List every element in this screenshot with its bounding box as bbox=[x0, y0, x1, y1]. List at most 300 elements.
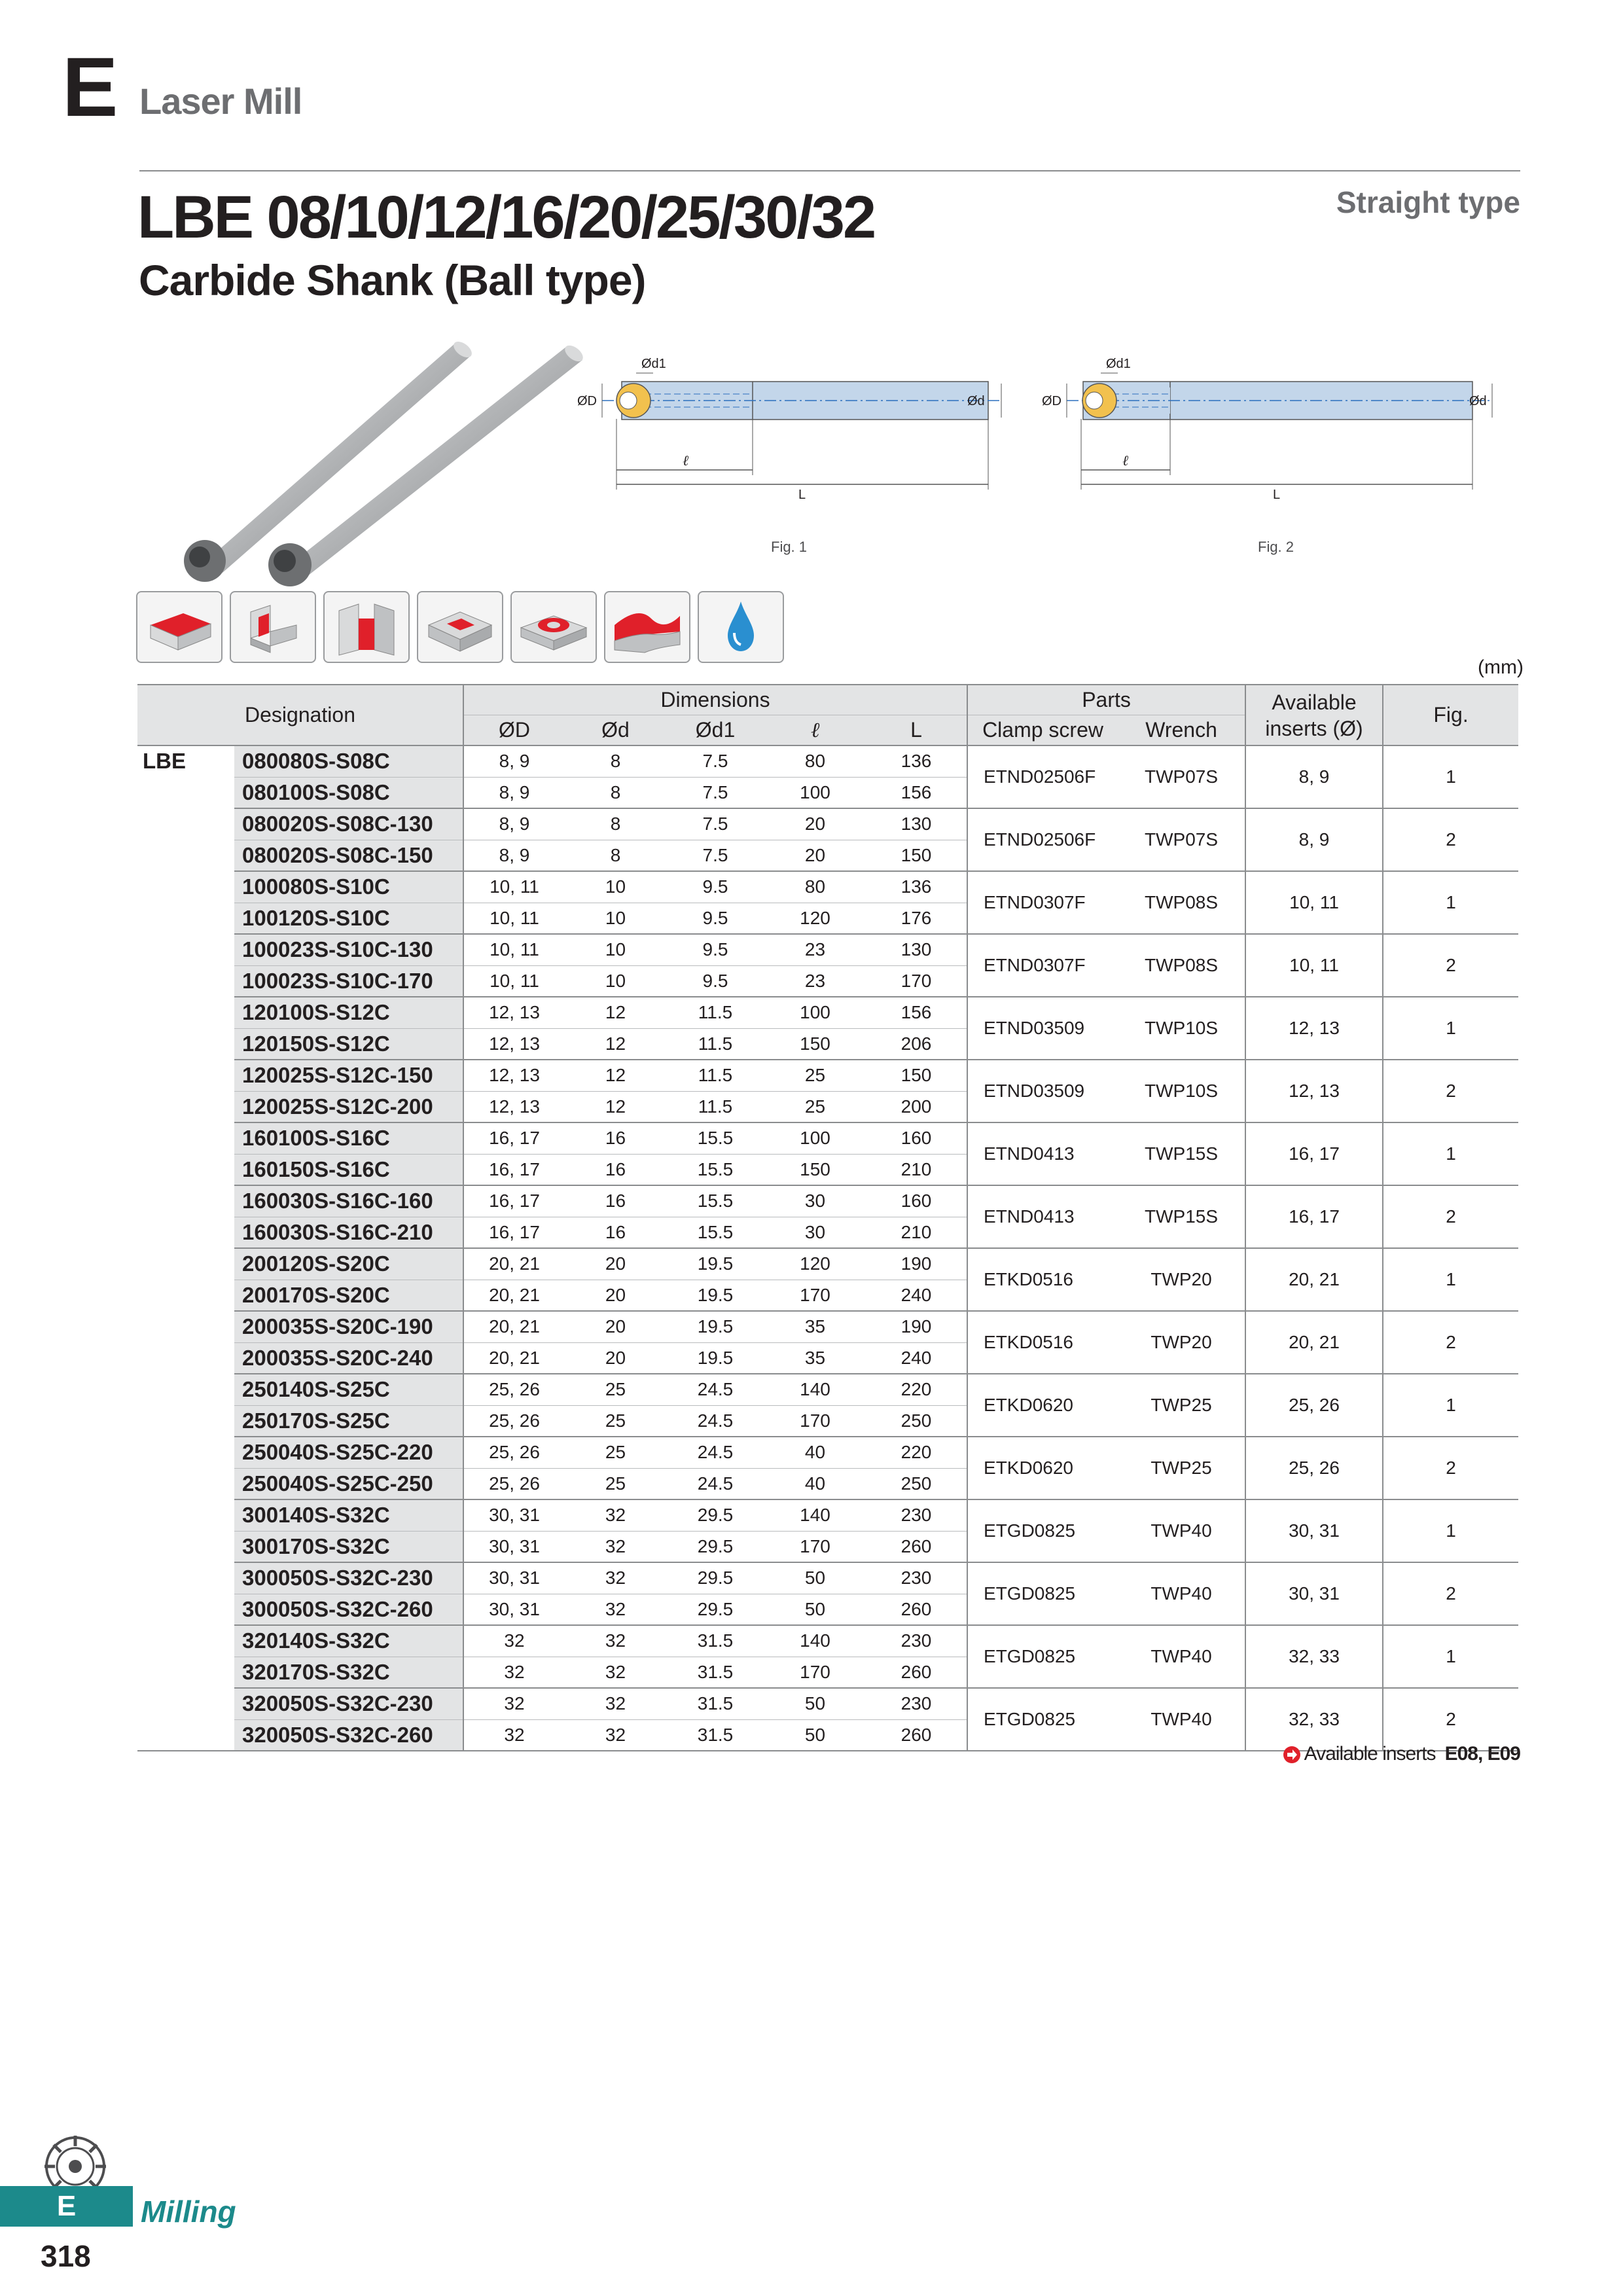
D-cell: 10, 11 bbox=[463, 871, 565, 903]
l-cell: 30 bbox=[764, 1185, 866, 1217]
designation-cell: 250040S-S25C-220 bbox=[234, 1437, 463, 1468]
D-cell: 32 bbox=[463, 1625, 565, 1657]
designation-cell: 160150S-S16C bbox=[234, 1154, 463, 1185]
fig2-L-label: L bbox=[1273, 488, 1281, 502]
fig1-L-label: L bbox=[798, 488, 806, 502]
d1-cell: 29.5 bbox=[666, 1562, 764, 1594]
designation-cell: 080100S-S08C bbox=[234, 777, 463, 808]
d1-cell: 9.5 bbox=[666, 903, 764, 934]
l-cell: 23 bbox=[764, 934, 866, 965]
L-cell: 150 bbox=[866, 1060, 967, 1091]
d1-cell: 24.5 bbox=[666, 1468, 764, 1499]
available-inserts-cell: 30, 31 bbox=[1245, 1562, 1383, 1625]
L-cell: 250 bbox=[866, 1405, 967, 1437]
wrench-cell: TWP40 bbox=[1118, 1562, 1245, 1625]
designation-cell: 320050S-S32C-230 bbox=[234, 1688, 463, 1719]
d1-cell: 31.5 bbox=[666, 1625, 764, 1657]
D-cell: 20, 21 bbox=[463, 1311, 565, 1342]
d-cell: 32 bbox=[565, 1531, 666, 1562]
fig1-l-label: ℓ bbox=[683, 452, 689, 469]
fig-cell: 2 bbox=[1383, 1562, 1518, 1625]
header-divider bbox=[139, 170, 1520, 171]
table-row bbox=[137, 997, 1518, 1028]
d1-cell: 9.5 bbox=[666, 871, 764, 903]
available-inserts-cell: 16, 17 bbox=[1245, 1122, 1383, 1185]
slotting-icon bbox=[323, 591, 410, 663]
d-cell: 12 bbox=[565, 1028, 666, 1060]
l-cell: 23 bbox=[764, 965, 866, 997]
D-cell: 12, 13 bbox=[463, 1060, 565, 1091]
L-cell: 220 bbox=[866, 1437, 967, 1468]
d-cell: 8 bbox=[565, 745, 666, 777]
D-cell: 25, 26 bbox=[463, 1468, 565, 1499]
available-inserts-header: Available inserts (Ø) bbox=[1245, 685, 1383, 745]
L-cell: 260 bbox=[866, 1531, 967, 1562]
fig-cell: 2 bbox=[1383, 1437, 1518, 1499]
d1-cell: 11.5 bbox=[666, 1091, 764, 1122]
designation-cell: 250170S-S25C bbox=[234, 1405, 463, 1437]
d1-cell: 15.5 bbox=[666, 1154, 764, 1185]
designation-cell: 100120S-S10C bbox=[234, 903, 463, 934]
D-cell: 25, 26 bbox=[463, 1437, 565, 1468]
arrow-circle-icon bbox=[1282, 1745, 1302, 1765]
D-cell: 30, 31 bbox=[463, 1594, 565, 1625]
wrench-cell: TWP08S bbox=[1118, 934, 1245, 997]
D-cell: 8, 9 bbox=[463, 745, 565, 777]
designation-cell: 080020S-S08C-130 bbox=[234, 808, 463, 840]
L-cell: 210 bbox=[866, 1154, 967, 1185]
series-label: LBE bbox=[137, 745, 234, 1751]
available-inserts-cell: 10, 11 bbox=[1245, 934, 1383, 997]
d-cell: 20 bbox=[565, 1280, 666, 1311]
available-inserts-cell: 25, 26 bbox=[1245, 1437, 1383, 1499]
D-cell: 20, 21 bbox=[463, 1248, 565, 1280]
pocketing-icon bbox=[417, 591, 503, 663]
D-cell: 32 bbox=[463, 1657, 565, 1688]
designation-cell: 200035S-S20C-190 bbox=[234, 1311, 463, 1342]
l-cell: 170 bbox=[764, 1531, 866, 1562]
d-cell: 12 bbox=[565, 997, 666, 1028]
designation-cell: 100023S-S10C-170 bbox=[234, 965, 463, 997]
clamp-screw-cell: ETKD0516 bbox=[967, 1311, 1118, 1374]
D-cell: 16, 17 bbox=[463, 1217, 565, 1248]
d1-cell: 11.5 bbox=[666, 1028, 764, 1060]
l-cell: 120 bbox=[764, 903, 866, 934]
col-d1-header: Ød1 bbox=[666, 715, 764, 746]
designation-cell: 200170S-S20C bbox=[234, 1280, 463, 1311]
clamp-screw-cell: ETND0307F bbox=[967, 934, 1118, 997]
clamp-screw-cell: ETND0413 bbox=[967, 1122, 1118, 1185]
fig1-drawing bbox=[576, 353, 1008, 524]
type-label: Straight type bbox=[1336, 185, 1520, 219]
clamp-screw-cell: ETGD0825 bbox=[967, 1499, 1118, 1562]
wrench-cell: TWP20 bbox=[1118, 1311, 1245, 1374]
l-cell: 80 bbox=[764, 871, 866, 903]
table-row bbox=[137, 1437, 1518, 1468]
d1-cell: 24.5 bbox=[666, 1374, 764, 1405]
contouring-icon bbox=[604, 591, 690, 663]
l-cell: 50 bbox=[764, 1562, 866, 1594]
L-cell: 156 bbox=[866, 997, 967, 1028]
d-cell: 10 bbox=[565, 934, 666, 965]
d-cell: 12 bbox=[565, 1091, 666, 1122]
designation-cell: 080080S-S08C bbox=[234, 745, 463, 777]
fig-cell: 2 bbox=[1383, 1060, 1518, 1122]
d-cell: 10 bbox=[565, 965, 666, 997]
shoulder-milling-icon bbox=[230, 591, 316, 663]
l-cell: 150 bbox=[764, 1028, 866, 1060]
table-row bbox=[137, 1185, 1518, 1217]
D-cell: 16, 17 bbox=[463, 1185, 565, 1217]
col-l-header: ℓ bbox=[764, 715, 866, 746]
L-cell: 220 bbox=[866, 1374, 967, 1405]
D-cell: 25, 26 bbox=[463, 1405, 565, 1437]
clamp-screw-cell: ETND02506F bbox=[967, 808, 1118, 871]
D-cell: 10, 11 bbox=[463, 965, 565, 997]
designation-cell: 120025S-S12C-150 bbox=[234, 1060, 463, 1091]
col-L-header: L bbox=[866, 715, 967, 746]
L-cell: 260 bbox=[866, 1657, 967, 1688]
clamp-screw-cell: ETND0413 bbox=[967, 1185, 1118, 1248]
l-cell: 35 bbox=[764, 1311, 866, 1342]
D-cell: 32 bbox=[463, 1719, 565, 1751]
l-cell: 140 bbox=[764, 1625, 866, 1657]
d-cell: 16 bbox=[565, 1217, 666, 1248]
d1-cell: 31.5 bbox=[666, 1719, 764, 1751]
fig-cell: 2 bbox=[1383, 1185, 1518, 1248]
fig2-d-label: Ød bbox=[1469, 394, 1487, 408]
designation-cell: 250040S-S25C-250 bbox=[234, 1468, 463, 1499]
fig2-l-label: ℓ bbox=[1122, 452, 1129, 469]
clamp-screw-cell: ETKD0620 bbox=[967, 1437, 1118, 1499]
d-cell: 32 bbox=[565, 1719, 666, 1751]
L-cell: 190 bbox=[866, 1248, 967, 1280]
L-cell: 160 bbox=[866, 1122, 967, 1154]
fig1-d1-label: Ød1 bbox=[641, 357, 666, 371]
product-photo bbox=[147, 331, 605, 592]
d-cell: 16 bbox=[565, 1185, 666, 1217]
d-cell: 10 bbox=[565, 871, 666, 903]
D-cell: 32 bbox=[463, 1688, 565, 1719]
l-cell: 140 bbox=[764, 1499, 866, 1531]
fig-cell: 2 bbox=[1383, 1688, 1518, 1751]
wrench-cell: TWP15S bbox=[1118, 1185, 1245, 1248]
L-cell: 150 bbox=[866, 840, 967, 871]
d1-cell: 29.5 bbox=[666, 1499, 764, 1531]
fig-cell: 1 bbox=[1383, 1122, 1518, 1185]
table-row bbox=[137, 1374, 1518, 1405]
clamp-screw-cell: ETKD0620 bbox=[967, 1374, 1118, 1437]
designation-cell: 160030S-S16C-210 bbox=[234, 1217, 463, 1248]
l-cell: 40 bbox=[764, 1468, 866, 1499]
fig2-D-label: ØD bbox=[1042, 394, 1061, 408]
footer-section-tab: E bbox=[0, 2186, 133, 2227]
l-cell: 170 bbox=[764, 1405, 866, 1437]
coolant-icon bbox=[698, 591, 784, 663]
available-inserts-cell: 32, 33 bbox=[1245, 1625, 1383, 1688]
l-cell: 170 bbox=[764, 1280, 866, 1311]
wrench-cell: TWP40 bbox=[1118, 1625, 1245, 1688]
L-cell: 170 bbox=[866, 965, 967, 997]
d1-cell: 11.5 bbox=[666, 1060, 764, 1091]
available-inserts-label: Available inserts bbox=[1304, 1743, 1436, 1765]
L-cell: 176 bbox=[866, 903, 967, 934]
designation-cell: 100023S-S10C-130 bbox=[234, 934, 463, 965]
d1-cell: 19.5 bbox=[666, 1342, 764, 1374]
clamp-screw-cell: ETKD0516 bbox=[967, 1248, 1118, 1311]
l-cell: 120 bbox=[764, 1248, 866, 1280]
dimensions-header: Dimensions bbox=[463, 685, 967, 715]
L-cell: 250 bbox=[866, 1468, 967, 1499]
d1-cell: 7.5 bbox=[666, 777, 764, 808]
L-cell: 260 bbox=[866, 1719, 967, 1751]
L-cell: 190 bbox=[866, 1311, 967, 1342]
fig-cell: 2 bbox=[1383, 808, 1518, 871]
d-cell: 32 bbox=[565, 1594, 666, 1625]
L-cell: 136 bbox=[866, 871, 967, 903]
l-cell: 20 bbox=[764, 808, 866, 840]
unit-label: (mm) bbox=[1478, 656, 1524, 678]
fig2-caption: Fig. 2 bbox=[1258, 539, 1294, 555]
clamp-screw-cell: ETND02506F bbox=[967, 745, 1118, 808]
l-cell: 100 bbox=[764, 1122, 866, 1154]
spec-table bbox=[137, 684, 1518, 1751]
table-row bbox=[137, 871, 1518, 903]
table-row bbox=[137, 1060, 1518, 1091]
table-row bbox=[137, 1688, 1518, 1719]
L-cell: 130 bbox=[866, 934, 967, 965]
d-cell: 10 bbox=[565, 903, 666, 934]
section-letter: E bbox=[62, 41, 118, 134]
wrench-cell: TWP15S bbox=[1118, 1122, 1245, 1185]
clamp-screw-cell: ETND0307F bbox=[967, 871, 1118, 934]
available-inserts-cell: 8, 9 bbox=[1245, 808, 1383, 871]
clamp-screw-header: Clamp screw bbox=[967, 715, 1118, 746]
col-D-header: ØD bbox=[463, 715, 565, 746]
L-cell: 160 bbox=[866, 1185, 967, 1217]
designation-cell: 200035S-S20C-240 bbox=[234, 1342, 463, 1374]
available-inserts-cell: 32, 33 bbox=[1245, 1688, 1383, 1751]
designation-cell: 300140S-S32C bbox=[234, 1499, 463, 1531]
wrench-cell: TWP08S bbox=[1118, 871, 1245, 934]
wrench-header: Wrench bbox=[1118, 715, 1245, 746]
L-cell: 200 bbox=[866, 1091, 967, 1122]
d-cell: 20 bbox=[565, 1311, 666, 1342]
designation-header: Designation bbox=[137, 685, 463, 745]
product-subtitle: Carbide Shank (Ball type) bbox=[139, 256, 646, 304]
D-cell: 12, 13 bbox=[463, 1091, 565, 1122]
l-cell: 35 bbox=[764, 1342, 866, 1374]
L-cell: 156 bbox=[866, 777, 967, 808]
wrench-cell: TWP25 bbox=[1118, 1374, 1245, 1437]
L-cell: 206 bbox=[866, 1028, 967, 1060]
designation-cell: 200120S-S20C bbox=[234, 1248, 463, 1280]
d-cell: 8 bbox=[565, 777, 666, 808]
table-row bbox=[137, 1625, 1518, 1657]
page-number: 318 bbox=[41, 2239, 91, 2273]
l-cell: 20 bbox=[764, 840, 866, 871]
available-inserts-cell: 16, 17 bbox=[1245, 1185, 1383, 1248]
designation-cell: 300050S-S32C-260 bbox=[234, 1594, 463, 1625]
d1-cell: 19.5 bbox=[666, 1311, 764, 1342]
available-inserts-cell: 12, 13 bbox=[1245, 1060, 1383, 1122]
clamp-screw-cell: ETND03509 bbox=[967, 1060, 1118, 1122]
D-cell: 30, 31 bbox=[463, 1531, 565, 1562]
d-cell: 16 bbox=[565, 1154, 666, 1185]
d1-cell: 9.5 bbox=[666, 965, 764, 997]
product-title: LBE 08/10/12/16/20/25/30/32 bbox=[137, 184, 875, 251]
designation-cell: 320170S-S32C bbox=[234, 1657, 463, 1688]
ramping-icon bbox=[510, 591, 597, 663]
table-row bbox=[137, 1562, 1518, 1594]
fig1-D-label: ØD bbox=[577, 394, 597, 408]
d-cell: 32 bbox=[565, 1499, 666, 1531]
available-inserts-note bbox=[1282, 1743, 1520, 1765]
available-inserts-cell: 12, 13 bbox=[1245, 997, 1383, 1060]
D-cell: 8, 9 bbox=[463, 808, 565, 840]
designation-cell: 160100S-S16C bbox=[234, 1122, 463, 1154]
d1-cell: 7.5 bbox=[666, 840, 764, 871]
L-cell: 260 bbox=[866, 1594, 967, 1625]
D-cell: 10, 11 bbox=[463, 934, 565, 965]
l-cell: 25 bbox=[764, 1091, 866, 1122]
table-row bbox=[137, 934, 1518, 965]
clamp-screw-cell: ETGD0825 bbox=[967, 1562, 1118, 1625]
designation-cell: 120150S-S12C bbox=[234, 1028, 463, 1060]
l-cell: 170 bbox=[764, 1657, 866, 1688]
available-inserts-codes: E08, E09 bbox=[1444, 1743, 1520, 1765]
d-cell: 20 bbox=[565, 1342, 666, 1374]
designation-cell: 160030S-S16C-160 bbox=[234, 1185, 463, 1217]
D-cell: 30, 31 bbox=[463, 1562, 565, 1594]
D-cell: 8, 9 bbox=[463, 840, 565, 871]
D-cell: 20, 21 bbox=[463, 1342, 565, 1374]
fig-cell: 1 bbox=[1383, 1499, 1518, 1562]
d1-cell: 24.5 bbox=[666, 1437, 764, 1468]
D-cell: 12, 13 bbox=[463, 1028, 565, 1060]
wrench-cell: TWP25 bbox=[1118, 1437, 1245, 1499]
designation-cell: 120100S-S12C bbox=[234, 997, 463, 1028]
L-cell: 130 bbox=[866, 808, 967, 840]
table-row bbox=[137, 1499, 1518, 1531]
fig-cell: 1 bbox=[1383, 1374, 1518, 1437]
wrench-cell: TWP20 bbox=[1118, 1248, 1245, 1311]
d1-cell: 15.5 bbox=[666, 1217, 764, 1248]
fig-cell: 1 bbox=[1383, 1625, 1518, 1688]
L-cell: 210 bbox=[866, 1217, 967, 1248]
fig2-drawing bbox=[1041, 353, 1499, 524]
l-cell: 140 bbox=[764, 1374, 866, 1405]
table-row bbox=[137, 1122, 1518, 1154]
available-inserts-cell: 20, 21 bbox=[1245, 1311, 1383, 1374]
designation-cell: 080020S-S08C-150 bbox=[234, 840, 463, 871]
face-milling-icon bbox=[136, 591, 223, 663]
d-cell: 25 bbox=[565, 1468, 666, 1499]
l-cell: 30 bbox=[764, 1217, 866, 1248]
fig-cell: 1 bbox=[1383, 871, 1518, 934]
fig1-d-label: Ød bbox=[967, 394, 985, 408]
fig-cell: 1 bbox=[1383, 1248, 1518, 1311]
d1-cell: 29.5 bbox=[666, 1531, 764, 1562]
L-cell: 230 bbox=[866, 1625, 967, 1657]
d1-cell: 19.5 bbox=[666, 1280, 764, 1311]
table-row bbox=[137, 1311, 1518, 1342]
fig-cell: 1 bbox=[1383, 997, 1518, 1060]
fig2-d1-label: Ød1 bbox=[1106, 357, 1131, 371]
d-cell: 20 bbox=[565, 1248, 666, 1280]
designation-cell: 320050S-S32C-260 bbox=[234, 1719, 463, 1751]
D-cell: 10, 11 bbox=[463, 903, 565, 934]
designation-cell: 100080S-S10C bbox=[234, 871, 463, 903]
d1-cell: 11.5 bbox=[666, 997, 764, 1028]
available-inserts-cell: 25, 26 bbox=[1245, 1374, 1383, 1437]
fig-cell: 2 bbox=[1383, 1311, 1518, 1374]
L-cell: 136 bbox=[866, 745, 967, 777]
l-cell: 100 bbox=[764, 777, 866, 808]
section-name: Laser Mill bbox=[139, 81, 302, 122]
wrench-cell: TWP10S bbox=[1118, 997, 1245, 1060]
D-cell: 16, 17 bbox=[463, 1122, 565, 1154]
parts-header: Parts bbox=[967, 685, 1245, 715]
fig-cell: 1 bbox=[1383, 745, 1518, 808]
table-row bbox=[137, 808, 1518, 840]
d-cell: 32 bbox=[565, 1657, 666, 1688]
L-cell: 230 bbox=[866, 1499, 967, 1531]
L-cell: 230 bbox=[866, 1562, 967, 1594]
wrench-cell: TWP07S bbox=[1118, 808, 1245, 871]
fig-header: Fig. bbox=[1383, 685, 1518, 745]
d1-cell: 7.5 bbox=[666, 808, 764, 840]
d1-cell: 19.5 bbox=[666, 1248, 764, 1280]
d-cell: 25 bbox=[565, 1437, 666, 1468]
col-d-header: Ød bbox=[565, 715, 666, 746]
D-cell: 25, 26 bbox=[463, 1374, 565, 1405]
l-cell: 80 bbox=[764, 745, 866, 777]
L-cell: 230 bbox=[866, 1688, 967, 1719]
L-cell: 240 bbox=[866, 1280, 967, 1311]
D-cell: 12, 13 bbox=[463, 997, 565, 1028]
d-cell: 32 bbox=[565, 1625, 666, 1657]
d-cell: 16 bbox=[565, 1122, 666, 1154]
available-inserts-cell: 20, 21 bbox=[1245, 1248, 1383, 1311]
d1-cell: 7.5 bbox=[666, 745, 764, 777]
l-cell: 150 bbox=[764, 1154, 866, 1185]
D-cell: 8, 9 bbox=[463, 777, 565, 808]
clamp-screw-cell: ETND03509 bbox=[967, 997, 1118, 1060]
available-inserts-cell: 10, 11 bbox=[1245, 871, 1383, 934]
wrench-cell: TWP40 bbox=[1118, 1688, 1245, 1751]
d1-cell: 31.5 bbox=[666, 1688, 764, 1719]
d-cell: 8 bbox=[565, 840, 666, 871]
clamp-screw-cell: ETGD0825 bbox=[967, 1625, 1118, 1688]
d1-cell: 9.5 bbox=[666, 934, 764, 965]
d-cell: 32 bbox=[565, 1688, 666, 1719]
l-cell: 100 bbox=[764, 997, 866, 1028]
available-inserts-cell: 30, 31 bbox=[1245, 1499, 1383, 1562]
wrench-cell: TWP10S bbox=[1118, 1060, 1245, 1122]
d1-cell: 24.5 bbox=[666, 1405, 764, 1437]
d1-cell: 31.5 bbox=[666, 1657, 764, 1688]
wrench-cell: TWP40 bbox=[1118, 1499, 1245, 1562]
designation-cell: 300170S-S32C bbox=[234, 1531, 463, 1562]
fig-cell: 2 bbox=[1383, 934, 1518, 997]
clamp-screw-cell: ETGD0825 bbox=[967, 1688, 1118, 1751]
footer-section-name: Milling bbox=[141, 2195, 236, 2229]
l-cell: 50 bbox=[764, 1688, 866, 1719]
d1-cell: 29.5 bbox=[666, 1594, 764, 1625]
designation-cell: 250140S-S25C bbox=[234, 1374, 463, 1405]
L-cell: 240 bbox=[866, 1342, 967, 1374]
